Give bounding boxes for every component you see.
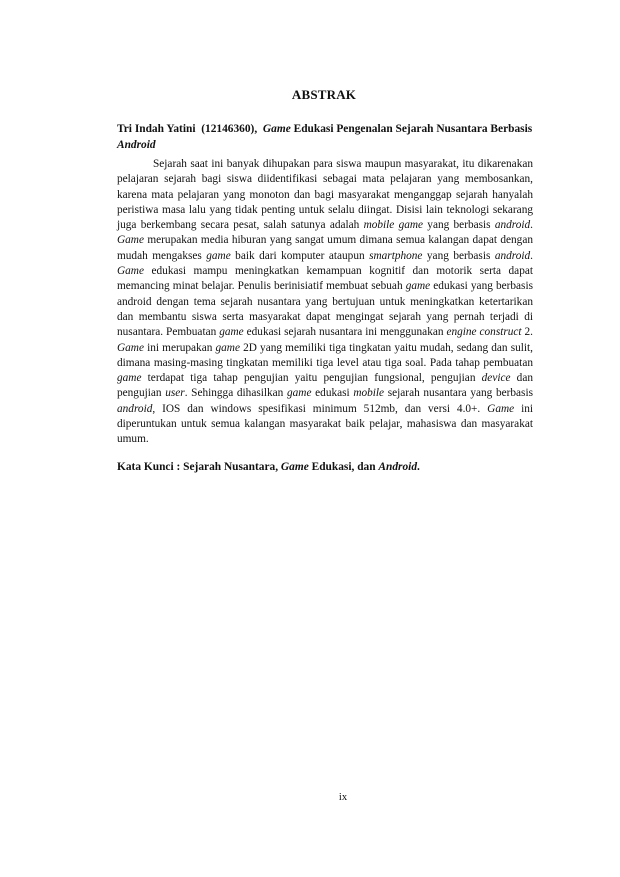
body-text-run: yang berbasis	[423, 219, 495, 232]
body-text-run: edukasi	[311, 387, 354, 400]
body-text-run: yang berbasis	[422, 249, 495, 262]
italic-term: mobile game	[363, 219, 424, 232]
italic-term: game	[287, 387, 312, 400]
thesis-title: Edukasi Pengenalan Sejarah Nusantara Berbasis	[290, 123, 533, 135]
abstract-heading: ABSTRAK	[291, 87, 357, 102]
body-text-run: merupakan media hiburan yang sangat umum dimana semua kalangan dapat dengan mudah mengakses	[117, 234, 533, 262]
body-text-run: dan pengujian	[117, 372, 533, 400]
body-text-run: . Sehingga dihasilkan	[184, 387, 287, 400]
body-text-run: .	[530, 249, 533, 262]
keywords-line	[117, 460, 533, 475]
italic-term: mobile	[353, 387, 385, 400]
italic-term: Game	[117, 341, 144, 354]
body-text-run: edukasi mampu meningkatkan kemampuan kognitif dan motorik serta dapat memancing minat belajar. Penulis berinisiatif membuat sebuah	[117, 265, 533, 293]
body-text-run: 2.	[521, 326, 533, 339]
body-text-run: sejarah nusantara yang berbasis	[384, 387, 533, 400]
body-text-run: ini diperuntukan untuk semua kalangan masyarakat baik pelajar, mahasiswa dan masyarakat umum.	[117, 402, 534, 446]
thesis-title-android: Android	[117, 139, 156, 151]
body-text-run: 2D yang memiliki tiga tingkatan yaitu mudah, sedang dan sulit, dimana masing-masing tingkatan memiliki tiga level atau tiga soal. Pada tahap pembuatan	[117, 341, 533, 369]
page-number: ix	[338, 792, 348, 803]
body-text-run: , IOS dan windows spesifikasi minimum 512mb, dan versi 4.0+.	[152, 402, 488, 415]
italic-term: android	[494, 249, 531, 262]
thesis-title-game: Game	[262, 123, 291, 135]
body-text-run: edukasi yang berbasis android dengan tema sejarah nusantara yang bertujuan untuk meningkatkan ketertarikan dan membantu siswa serta masyarakat dapat mengingat sejarah yang pernah terjadi di nusantara. Pembuatan	[117, 280, 533, 339]
italic-term: device	[481, 372, 511, 385]
author-name: Tri Indah Yatini	[117, 123, 196, 135]
italic-term: android	[117, 402, 153, 415]
italic-term: game	[215, 341, 240, 354]
keyword-edukasi: Edukasi, dan	[308, 461, 379, 473]
italic-term: game	[117, 372, 142, 385]
keyword-android: Android	[378, 461, 418, 473]
body-text-run: baik dari komputer ataupun	[230, 249, 370, 262]
italic-term: Game	[117, 265, 144, 278]
italic-term: game	[206, 249, 231, 262]
italic-term: game	[405, 280, 431, 293]
keywords-label: Kata Kunci : Sejarah Nusantara,	[117, 461, 281, 473]
body-text-run: Sejarah saat ini banyak dihupakan para siswa maupun masyarakat, itu dikarenakan pelajaran sejarah bagi siswa diidentifikasi sebagai mata pelajaran yang membosankan, karena mata pelajaran yang monoton dan bagi masyarakat menganggap sejarah hanyalah peristiwa masa lalu yang tidak penting untuk selalu diingat. Disisi lain teknologi sekarang juga berkembang secara pesat, salah satunya adalah	[117, 158, 533, 232]
keyword-game: Game	[280, 461, 309, 473]
italic-term: engine construct	[446, 326, 522, 339]
italic-term: android	[494, 219, 531, 232]
body-text-run: terdapat tiga tahap pengujian yaitu pengujian fungsional, pengujian	[141, 372, 482, 385]
body-text-run: edukasi sejarah nusantara ini menggunakan	[243, 326, 447, 339]
student-id: (12146360),	[201, 123, 258, 135]
keywords-end: .	[417, 461, 420, 473]
italic-term: smartphone	[369, 249, 423, 262]
citation-block	[117, 121, 533, 153]
italic-term: game	[219, 326, 244, 339]
italic-term: Game	[487, 402, 515, 415]
abstract-body	[117, 157, 533, 448]
body-text-run: .	[530, 219, 533, 232]
body-text-run: ini merupakan	[143, 341, 216, 354]
italic-term: Game	[117, 234, 144, 247]
italic-term: user	[165, 387, 185, 400]
